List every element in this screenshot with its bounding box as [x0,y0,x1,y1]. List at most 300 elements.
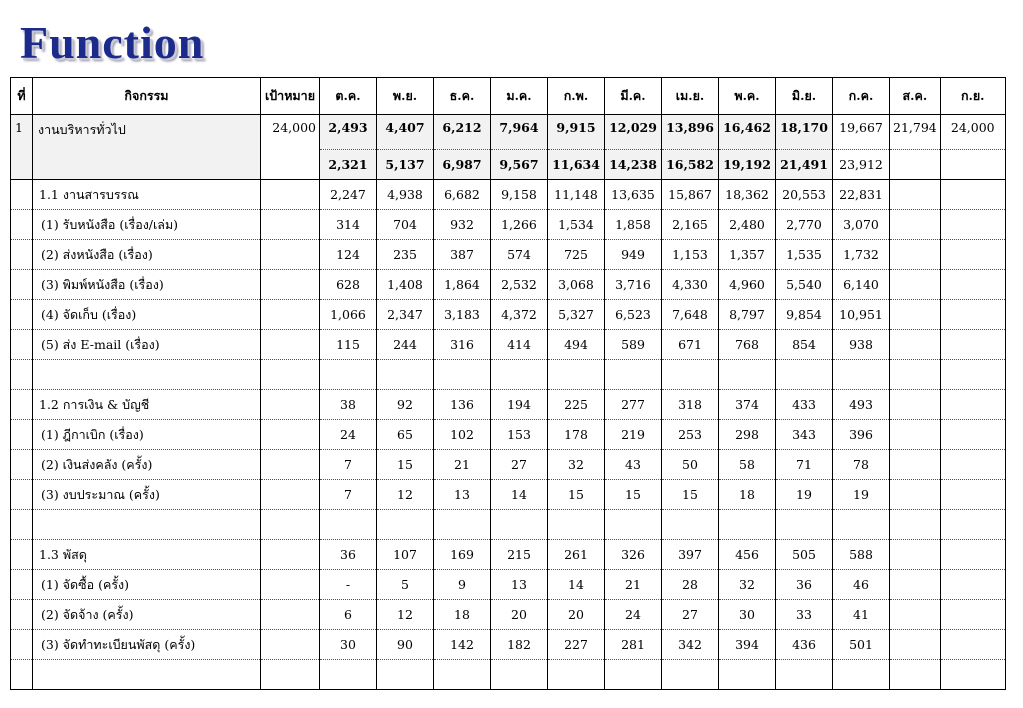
plan-cell: 12,029 [605,115,662,150]
month-value-cell: 15 [662,480,719,510]
plan-cell: 6,212 [434,115,491,150]
actual-cell: 21,491 [776,150,833,180]
target-cell [261,240,320,270]
month-value-cell: 20 [491,600,548,630]
actual-cell: 11,634 [548,150,605,180]
header-activity: กิจกรรม [33,78,261,115]
month-value-cell: 21 [605,570,662,600]
month-value-cell [890,300,941,330]
month-value-cell: 14 [491,480,548,510]
month-value-cell: 225 [548,390,605,420]
header-month: ธ.ค. [434,78,491,115]
month-value-cell: 768 [719,330,776,360]
month-value-cell: 50 [662,450,719,480]
header-row [11,78,1006,115]
empty-cell [11,570,33,600]
month-value-cell: 18 [719,480,776,510]
month-value-cell: 20,553 [776,180,833,210]
activity-label: (2) จัดจ้าง (ครั้ง) [33,600,261,630]
month-value-cell: 13,635 [605,180,662,210]
header-no: ที่ [11,78,33,115]
plan-cell: 24,000 [940,115,1005,150]
target-cell [261,450,320,480]
month-value-cell: 1,864 [434,270,491,300]
month-value-cell: 4,372 [491,300,548,330]
month-value-cell [940,210,1005,240]
month-value-cell: 38 [320,390,377,420]
header-month: ส.ค. [890,78,941,115]
month-value-cell: 316 [434,330,491,360]
month-value-cell: 14 [548,570,605,600]
month-value-cell: 15 [605,480,662,510]
section-row [11,540,1006,570]
month-value-cell: 1,535 [776,240,833,270]
month-value-cell: 124 [320,240,377,270]
month-value-cell: 32 [719,570,776,600]
month-value-cell [940,420,1005,450]
activity-label: 1.1 งานสารบรรณ [33,180,261,210]
month-value-cell: 169 [434,540,491,570]
month-value-cell: 5,327 [548,300,605,330]
month-value-cell: 2,770 [776,210,833,240]
month-value-cell: 107 [377,540,434,570]
month-value-cell: 938 [833,330,890,360]
item-row [11,240,1006,270]
month-value-cell: 6 [320,600,377,630]
empty-cell [11,390,33,420]
page-title: Function [20,17,205,68]
month-value-cell [719,360,776,390]
month-value-cell: 20 [548,600,605,630]
month-value-cell: 9,158 [491,180,548,210]
month-value-cell: 9 [434,570,491,600]
activity-label: (3) จัดทำทะเบียนพัสดุ (ครั้ง) [33,630,261,660]
actual-cell [890,150,941,180]
header-month: พ.ย. [377,78,434,115]
month-value-cell [434,360,491,390]
empty-cell [11,330,33,360]
activity-label: 1.2 การเงิน & บัญชี [33,390,261,420]
month-value-cell [890,390,941,420]
month-value-cell [940,240,1005,270]
month-value-cell [890,660,941,690]
month-value-cell: 90 [377,630,434,660]
empty-cell [11,270,33,300]
month-value-cell: 102 [434,420,491,450]
month-value-cell [605,360,662,390]
month-value-cell [662,660,719,690]
month-value-cell: 436 [776,630,833,660]
month-value-cell: 41 [833,600,890,630]
month-value-cell [940,450,1005,480]
month-value-cell: 2,532 [491,270,548,300]
month-value-cell: 92 [377,390,434,420]
month-value-cell: 178 [548,420,605,450]
month-value-cell: 2,165 [662,210,719,240]
month-value-cell: 314 [320,210,377,240]
month-value-cell [940,540,1005,570]
target-cell [261,570,320,600]
empty-cell [33,150,261,180]
activity-label: (2) ส่งหนังสือ (เรื่อง) [33,240,261,270]
activity-label: (1) รับหนังสือ (เรื่อง/เล่ม) [33,210,261,240]
item-row [11,630,1006,660]
month-value-cell: 5 [377,570,434,600]
header-month: มี.ค. [605,78,662,115]
plan-cell: 18,170 [776,115,833,150]
month-value-cell: 949 [605,240,662,270]
empty-cell [11,150,33,180]
empty-cell [11,300,33,330]
month-value-cell [890,180,941,210]
month-value-cell: 261 [548,540,605,570]
month-value-cell: 18,362 [719,180,776,210]
target-cell [261,480,320,510]
month-value-cell: 588 [833,540,890,570]
activity-label: (2) เงินส่งคลัง (ครั้ง) [33,450,261,480]
month-value-cell: 182 [491,630,548,660]
month-value-cell: 43 [605,450,662,480]
month-value-cell [940,360,1005,390]
month-value-cell: 32 [548,450,605,480]
empty-cell [11,450,33,480]
activity-label: (3) พิมพ์หนังสือ (เรื่อง) [33,270,261,300]
month-value-cell [940,660,1005,690]
month-value-cell: 27 [662,600,719,630]
header-month: มิ.ย. [776,78,833,115]
month-value-cell: 1,153 [662,240,719,270]
month-value-cell: 397 [662,540,719,570]
month-value-cell: 36 [776,570,833,600]
month-value-cell: 194 [491,390,548,420]
header-month: พ.ค. [719,78,776,115]
summary-activity: งานบริหารทั่วไป [33,115,261,150]
month-value-cell [890,210,941,240]
month-value-cell: 343 [776,420,833,450]
month-value-cell [890,600,941,630]
month-value-cell [940,180,1005,210]
month-value-cell: 9,854 [776,300,833,330]
month-value-cell: 394 [719,630,776,660]
month-value-cell [776,510,833,540]
actual-cell: 19,192 [719,150,776,180]
month-value-cell [890,480,941,510]
activity-label: (5) ส่ง E-mail (เรื่อง) [33,330,261,360]
month-value-cell: 433 [776,390,833,420]
plan-cell: 2,493 [320,115,377,150]
month-value-cell [662,360,719,390]
month-value-cell: 854 [776,330,833,360]
empty-cell [11,630,33,660]
month-value-cell [434,510,491,540]
actual-cell [940,150,1005,180]
activity-label: 1.3 พัสดุ [33,540,261,570]
actual-cell: 23,912 [833,150,890,180]
month-value-cell: 1,357 [719,240,776,270]
target-cell [261,360,320,390]
target-cell [261,630,320,660]
month-value-cell: 1,732 [833,240,890,270]
month-value-cell [662,510,719,540]
month-value-cell [890,630,941,660]
plan-cell: 7,964 [491,115,548,150]
actual-cell: 9,567 [491,150,548,180]
target-cell [261,270,320,300]
blank-row [11,360,1006,390]
month-value-cell [940,510,1005,540]
month-value-cell [320,510,377,540]
month-value-cell: 58 [719,450,776,480]
month-value-cell [377,360,434,390]
month-value-cell: 2,247 [320,180,377,210]
month-value-cell: 342 [662,630,719,660]
month-value-cell: 3,068 [548,270,605,300]
empty-cell [11,420,33,450]
month-value-cell: 4,938 [377,180,434,210]
plan-cell: 4,407 [377,115,434,150]
month-value-cell [605,510,662,540]
month-value-cell [890,450,941,480]
month-value-cell: 493 [833,390,890,420]
blank-row [11,660,1006,690]
empty-cell [11,180,33,210]
month-value-cell [940,570,1005,600]
month-value-cell: 505 [776,540,833,570]
month-value-cell: 142 [434,630,491,660]
month-value-cell: 277 [605,390,662,420]
month-value-cell: 15 [548,480,605,510]
month-value-cell: 671 [662,330,719,360]
header-month: ก.ย. [940,78,1005,115]
month-value-cell [940,630,1005,660]
month-value-cell: 244 [377,330,434,360]
month-value-cell [940,330,1005,360]
month-value-cell: 24 [320,420,377,450]
month-value-cell: 15,867 [662,180,719,210]
month-value-cell [890,510,941,540]
row-number: 1 [11,115,33,150]
month-value-cell: 2,347 [377,300,434,330]
month-value-cell: 24 [605,600,662,630]
month-value-cell: 3,070 [833,210,890,240]
month-value-cell: 27 [491,450,548,480]
month-value-cell [548,360,605,390]
month-value-cell: 33 [776,600,833,630]
month-value-cell: 22,831 [833,180,890,210]
month-value-cell: 46 [833,570,890,600]
target-cell [261,510,320,540]
month-value-cell [940,390,1005,420]
item-row [11,300,1006,330]
actual-cell: 2,321 [320,150,377,180]
header-month: ก.ค. [833,78,890,115]
month-value-cell: 4,330 [662,270,719,300]
empty-cell [11,210,33,240]
target-cell [261,210,320,240]
month-value-cell: 30 [719,600,776,630]
actual-cell: 6,987 [434,150,491,180]
actual-cell: 16,582 [662,150,719,180]
month-value-cell: 281 [605,630,662,660]
target-cell [261,390,320,420]
activity-label [33,360,261,390]
target-cell [261,540,320,570]
month-value-cell: 78 [833,450,890,480]
item-row [11,600,1006,630]
item-row [11,210,1006,240]
monthly-performance-table [10,77,1006,690]
month-value-cell: 3,716 [605,270,662,300]
plan-cell: 9,915 [548,115,605,150]
target-cell [261,600,320,630]
empty-cell [11,540,33,570]
month-value-cell [890,540,941,570]
month-value-cell [833,510,890,540]
month-value-cell [548,660,605,690]
summary-actual-row [11,150,1006,180]
month-value-cell: 5,540 [776,270,833,300]
empty-cell [11,510,33,540]
month-value-cell: 235 [377,240,434,270]
month-value-cell [719,510,776,540]
month-value-cell: 1,534 [548,210,605,240]
month-value-cell: 628 [320,270,377,300]
header-month: ต.ค. [320,78,377,115]
month-value-cell: 11,148 [548,180,605,210]
month-value-cell [377,660,434,690]
month-value-cell: 7 [320,480,377,510]
plan-cell: 21,794 [890,115,941,150]
month-value-cell [776,360,833,390]
month-value-cell [434,660,491,690]
month-value-cell: 136 [434,390,491,420]
month-value-cell: 19 [776,480,833,510]
month-value-cell: 71 [776,450,833,480]
activity-label: (1) ฎีกาเบิก (เรื่อง) [33,420,261,450]
section-row [11,390,1006,420]
item-row [11,330,1006,360]
month-value-cell: 589 [605,330,662,360]
item-row [11,420,1006,450]
empty-cell [261,150,320,180]
month-value-cell: 704 [377,210,434,240]
month-value-cell: 65 [377,420,434,450]
month-value-cell: 115 [320,330,377,360]
month-value-cell [833,660,890,690]
empty-cell [11,660,33,690]
month-value-cell: 298 [719,420,776,450]
header-month: ม.ค. [491,78,548,115]
month-value-cell: - [320,570,377,600]
month-value-cell [890,330,941,360]
month-value-cell: 2,480 [719,210,776,240]
target-cell [261,660,320,690]
month-value-cell: 15 [377,450,434,480]
month-value-cell [491,510,548,540]
month-value-cell: 3,183 [434,300,491,330]
actual-cell: 5,137 [377,150,434,180]
month-value-cell: 215 [491,540,548,570]
month-value-cell: 318 [662,390,719,420]
plan-cell: 13,896 [662,115,719,150]
month-value-cell [776,660,833,690]
month-value-cell [890,570,941,600]
month-value-cell: 374 [719,390,776,420]
month-value-cell: 18 [434,600,491,630]
month-value-cell: 1,408 [377,270,434,300]
month-value-cell: 1,266 [491,210,548,240]
month-value-cell: 227 [548,630,605,660]
activity-label: (4) จัดเก็บ (เรื่อง) [33,300,261,330]
empty-cell [11,480,33,510]
header-month: ก.พ. [548,78,605,115]
month-value-cell [940,600,1005,630]
month-value-cell [491,660,548,690]
plan-cell: 19,667 [833,115,890,150]
month-value-cell: 219 [605,420,662,450]
month-value-cell [940,270,1005,300]
target-cell [261,180,320,210]
month-value-cell [377,510,434,540]
month-value-cell [940,480,1005,510]
month-value-cell: 6,140 [833,270,890,300]
month-value-cell: 725 [548,240,605,270]
empty-cell [11,240,33,270]
month-value-cell [320,360,377,390]
month-value-cell: 326 [605,540,662,570]
summary-plan-row [11,115,1006,150]
month-value-cell: 30 [320,630,377,660]
month-value-cell: 7 [320,450,377,480]
month-value-cell: 28 [662,570,719,600]
item-row [11,450,1006,480]
item-row [11,270,1006,300]
blank-row [11,510,1006,540]
month-value-cell: 10,951 [833,300,890,330]
month-value-cell: 8,797 [719,300,776,330]
month-value-cell [491,360,548,390]
summary-target: 24,000 [261,115,320,150]
activity-label [33,510,261,540]
month-value-cell: 4,960 [719,270,776,300]
month-value-cell [833,360,890,390]
activity-label [33,660,261,690]
month-value-cell: 387 [434,240,491,270]
month-value-cell: 932 [434,210,491,240]
month-value-cell [605,660,662,690]
month-value-cell: 12 [377,600,434,630]
month-value-cell: 574 [491,240,548,270]
month-value-cell: 12 [377,480,434,510]
month-value-cell: 1,066 [320,300,377,330]
month-value-cell: 13 [434,480,491,510]
month-value-cell: 21 [434,450,491,480]
target-cell [261,420,320,450]
month-value-cell: 501 [833,630,890,660]
month-value-cell: 6,682 [434,180,491,210]
month-value-cell: 19 [833,480,890,510]
month-value-cell [320,660,377,690]
month-value-cell: 494 [548,330,605,360]
target-cell [261,330,320,360]
month-value-cell [890,360,941,390]
section-row [11,180,1006,210]
item-row [11,480,1006,510]
activity-label: (1) จัดซื้อ (ครั้ง) [33,570,261,600]
month-value-cell: 6,523 [605,300,662,330]
activity-label: (3) งบประมาณ (ครั้ง) [33,480,261,510]
month-value-cell [548,510,605,540]
